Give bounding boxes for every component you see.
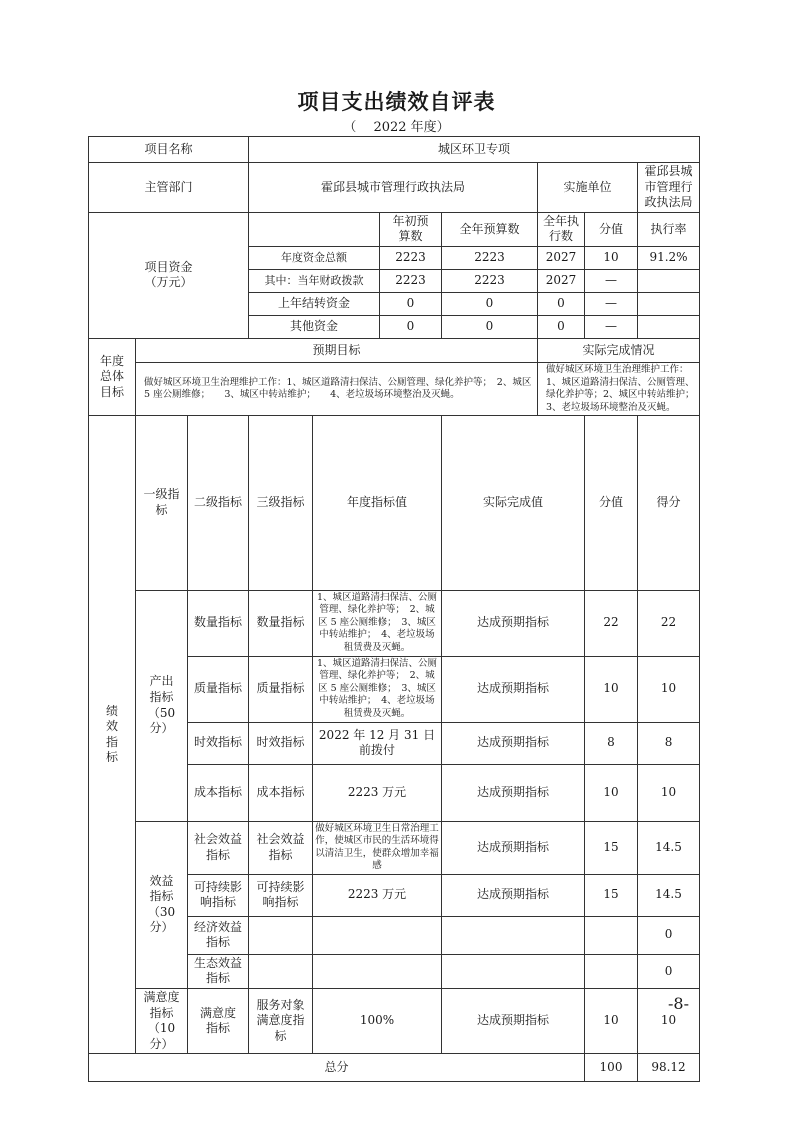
row-target: 2223 万元 — [313, 764, 442, 821]
fund-row-rate: 91.2% — [638, 246, 700, 269]
row-target: 做好城区环境卫生日常治理工作，使城区市民的生活环境得以清洁卫生，使群众增加幸福感 — [313, 821, 442, 874]
row-target: 100% — [313, 988, 442, 1053]
dept-label: 主管部门 — [89, 163, 249, 213]
row-score: 15 — [585, 821, 638, 874]
header-level1 — [136, 416, 188, 591]
row-actual: 达成预期指标 — [442, 590, 585, 656]
header-points: 得分 — [638, 416, 700, 591]
row-level2 — [188, 874, 249, 916]
row-level3 — [249, 821, 313, 874]
goals-label-text: 年度 总体 目标 — [99, 353, 124, 399]
fund-row-rate — [638, 292, 700, 315]
fund-row-name: 年度资金总额 — [249, 246, 380, 269]
header-target: 年度指标值 — [313, 416, 442, 591]
header-score: 分值 — [585, 416, 638, 591]
row-target — [313, 916, 442, 954]
row-points: 14.5 — [638, 821, 700, 874]
row-level2 — [188, 821, 249, 874]
row-level3 — [249, 916, 313, 954]
fund-row-rate — [638, 269, 700, 292]
row-level2-text: 满意度 指标 — [199, 1005, 236, 1036]
fund-row-name: 其他资金 — [249, 315, 380, 338]
row-level3 — [249, 954, 313, 988]
row-actual: 达成预期指标 — [442, 764, 585, 821]
satisfaction-group-text: 满意度 指标 （10 分） — [143, 989, 180, 1051]
performance-table — [88, 136, 709, 1082]
header-exec-rate: 执行率 — [638, 212, 700, 246]
row-actual — [442, 916, 585, 954]
row-level2-text: 社会效益 指标 — [193, 832, 242, 862]
header-annual-exec: 全年执行数 — [538, 212, 585, 246]
row-target: 2022 年 12 月 31 日前拨付 — [313, 722, 442, 764]
row-points: 22 — [638, 590, 700, 656]
row-actual: 达成预期指标 — [442, 988, 585, 1053]
fund-row-exec: 0 — [538, 292, 585, 315]
row-score: 10 — [585, 656, 638, 722]
performance-label — [89, 416, 136, 1054]
row-level3-text: 社会效益 指标 — [256, 832, 305, 862]
row-level2-text: 可持续影 响指标 — [193, 879, 242, 910]
row-score — [585, 954, 638, 988]
performance-label-text: 绩 效 指 标 — [105, 703, 118, 765]
project-name-label: 项目名称 — [89, 137, 249, 163]
fund-row-score: 10 — [585, 246, 638, 269]
row-points: 0 — [638, 954, 700, 988]
row-points: 10 — [638, 988, 700, 1053]
row-score: 10 — [585, 764, 638, 821]
fund-row-initial: 0 — [380, 315, 442, 338]
fund-row-annual: 2223 — [442, 246, 538, 269]
row-actual: 达成预期指标 — [442, 722, 585, 764]
fund-row-annual: 2223 — [442, 269, 538, 292]
header-score: 分值 — [585, 212, 638, 246]
fund-row-initial: 2223 — [380, 269, 442, 292]
row-level3: 时效指标 — [249, 722, 313, 764]
row-score: 8 — [585, 722, 638, 764]
goals-label — [89, 338, 136, 415]
fund-row-initial: 0 — [380, 292, 442, 315]
fund-row-exec: 0 — [538, 315, 585, 338]
row-target: 1、城区道路清扫保洁、公厕管理、绿化养护等； 2、城区 5 座公厕维修； 3、城区中转站维护； 4、老垃圾场租赁费及灭蝇。 — [313, 590, 442, 656]
dept-value: 霍邱县城市管理行政执法局 — [249, 163, 538, 213]
header-initial-budget-text: 年初预 算数 — [392, 213, 429, 244]
row-actual: 达成预期指标 — [442, 656, 585, 722]
benefit-group-label — [136, 821, 188, 988]
header-annual-budget: 全年预算数 — [442, 212, 538, 246]
row-score: 10 — [585, 988, 638, 1053]
row-level2: 成本指标 — [188, 764, 249, 821]
project-name-value: 城区环卫专项 — [249, 137, 700, 163]
fund-row-exec: 2027 — [538, 269, 585, 292]
fund-row-score: — — [585, 269, 638, 292]
header-initial-budget — [380, 212, 442, 246]
goals-actual-text: 做好城区环境卫生治理维护工作：1、城区道路清扫保洁、公厕管理、绿化养护等；2、城区中转站维护； 3、老垃圾场环境整治及灭蝇。 — [538, 362, 700, 415]
header-actual: 实际完成值 — [442, 416, 585, 591]
row-target — [313, 954, 442, 988]
total-score: 100 — [585, 1054, 638, 1082]
row-level2 — [188, 988, 249, 1053]
fund-row-annual: 0 — [442, 315, 538, 338]
row-score: 22 — [585, 590, 638, 656]
total-label: 总分 — [89, 1054, 585, 1082]
fund-row-initial: 2223 — [380, 246, 442, 269]
row-level2 — [188, 954, 249, 988]
row-points: 10 — [638, 656, 700, 722]
row-target: 2223 万元 — [313, 874, 442, 916]
fund-row-rate — [638, 315, 700, 338]
satisfaction-group-label — [136, 988, 188, 1053]
page-title: 项目支出绩效自评表 — [297, 90, 496, 114]
row-level2 — [188, 916, 249, 954]
goals-expected-text: 做好城区环境卫生治理维护工作：1、城区道路清扫保洁、公厕管理、绿化养护等； 2、城区 5 座公厕维修； 3、城区中转站维护； 4、老垃圾场环境整治及灭蝇。 — [136, 362, 538, 415]
page-subtitle: （ 2022 年度） — [343, 120, 450, 135]
row-actual — [442, 954, 585, 988]
row-target: 1、城区道路清扫保洁、公厕管理、绿化养护等； 2、城区 5 座公厕维修； 3、城区中转站维护； 4、老垃圾场租赁费及灭蝇。 — [313, 656, 442, 722]
row-level3-text: 可持续影 响指标 — [256, 879, 305, 910]
fund-row-score: — — [585, 292, 638, 315]
row-level3-text: 服务对象 满意度指 标 — [256, 997, 305, 1043]
header-level1-text: 一级指 标 — [143, 487, 180, 517]
output-group-text: 产出 指标 （50 分） — [147, 674, 176, 736]
row-points: 14.5 — [638, 874, 700, 916]
row-level2-text: 生态效益 指标 — [193, 955, 242, 986]
row-points: 10 — [638, 764, 700, 821]
impl-label: 实施单位 — [538, 163, 638, 213]
fund-row-name: 上年结转资金 — [249, 292, 380, 315]
fund-row-annual: 0 — [442, 292, 538, 315]
fund-row-name: 其中：当年财政拨款 — [249, 269, 380, 292]
row-points: 8 — [638, 722, 700, 764]
fund-row-score: — — [585, 315, 638, 338]
output-group-label — [136, 590, 188, 821]
row-points: 0 — [638, 916, 700, 954]
row-level3: 质量指标 — [249, 656, 313, 722]
row-actual: 达成预期指标 — [442, 874, 585, 916]
total-points: 98.12 — [638, 1054, 700, 1082]
impl-value: 霍邱县城市管理行政执法局 — [638, 163, 700, 213]
funds-label — [89, 212, 249, 338]
fund-row-exec: 2027 — [538, 246, 585, 269]
row-level3: 数量指标 — [249, 590, 313, 656]
funds-label-text: 项目资金 （万元） — [144, 259, 193, 290]
benefit-group-text: 效益 指标 （30 分） — [147, 873, 176, 935]
row-level3: 成本指标 — [249, 764, 313, 821]
row-score — [585, 916, 638, 954]
row-level3 — [249, 988, 313, 1053]
row-level2: 数量指标 — [188, 590, 249, 656]
page-number: -8- — [668, 994, 689, 1013]
goals-actual-header: 实际完成情况 — [538, 338, 700, 362]
row-level3 — [249, 874, 313, 916]
header-level3: 三级指标 — [249, 416, 313, 591]
header-level2: 二级指标 — [188, 416, 249, 591]
row-score: 15 — [585, 874, 638, 916]
goals-expected-header: 预期目标 — [136, 338, 538, 362]
row-level2: 质量指标 — [188, 656, 249, 722]
row-level2-text: 经济效益 指标 — [193, 919, 242, 950]
row-actual: 达成预期指标 — [442, 821, 585, 874]
row-level2: 时效指标 — [188, 722, 249, 764]
